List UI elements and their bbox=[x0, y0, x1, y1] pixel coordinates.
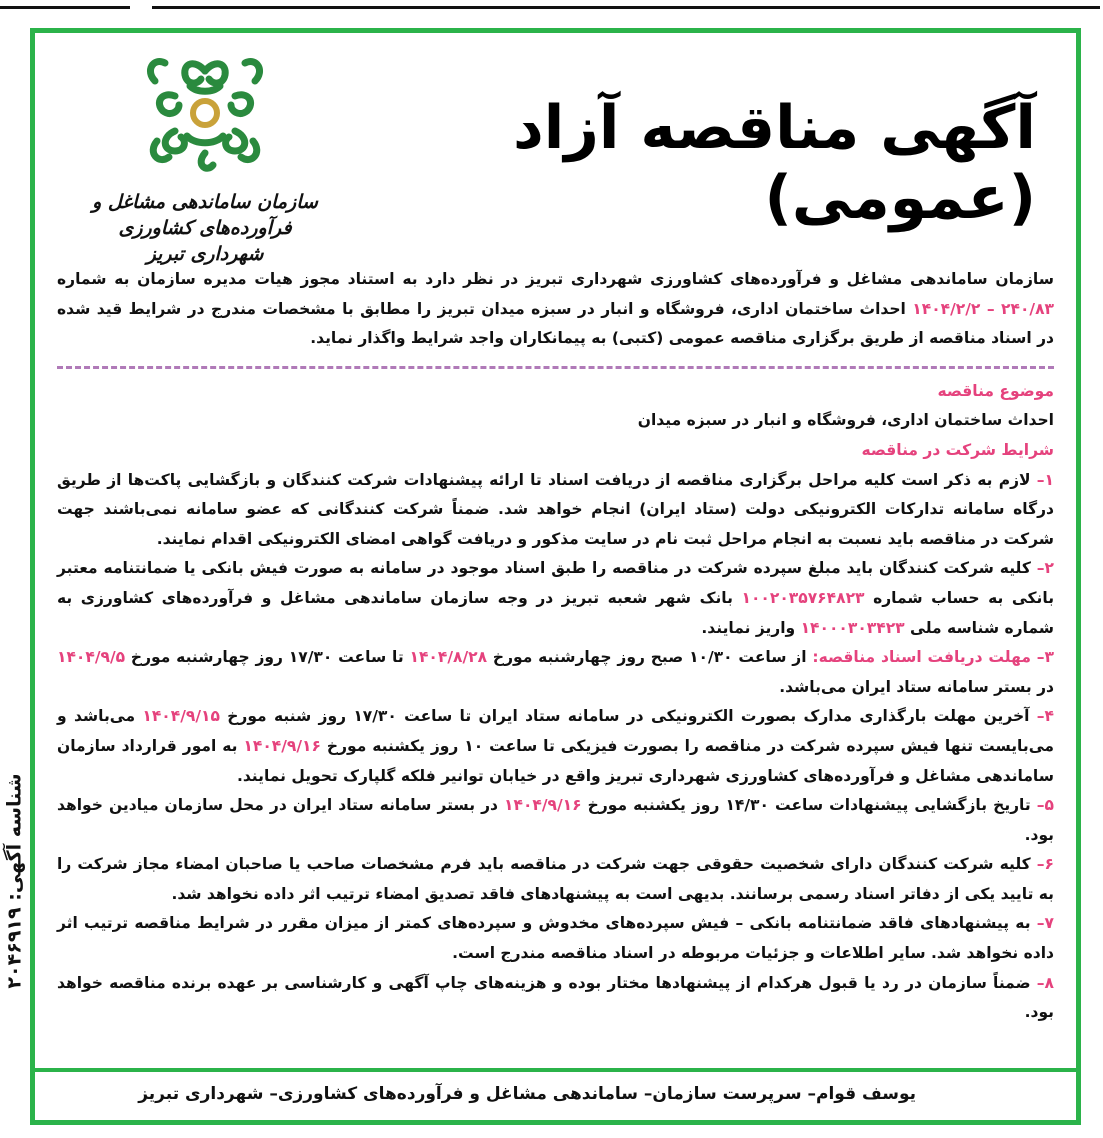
item-number: ۷– bbox=[1036, 914, 1054, 933]
ad-frame bbox=[30, 28, 1081, 1125]
item-number: ۴– bbox=[1036, 707, 1054, 726]
item-text: در بستر سامانه ستاد ایران در محل سازمان میادین خواهد بود. bbox=[57, 796, 1054, 844]
condition-item-4 bbox=[57, 702, 1054, 791]
logo-municipality: شهرداری تبریز bbox=[146, 243, 264, 265]
item-text: لازم به ذکر است کلیه مراحل برگزاری مناقصه از دریافت اسناد تا ارائه پیشنهادات شرکت کنندگان و بازگشایی پاکت‌ها از طریق درگاه سامانه تدارکات الکترونیکی دولت (ستاد ایران) انجام خواهد شد. ضمناً شرکت کنندگانی که عضو سامانه نمی‌باشند جهت شرکت در مناقصه باید نسبت به انجام مراحل ثبت نام در سایت مذکور و دریافت گواهی امضای الکترونیکی اقدام نمایند. bbox=[57, 470, 1054, 548]
footer bbox=[35, 1068, 1076, 1125]
item-text: بانک شهر شعبه تبریز در وجه سازمان ساماندهی مشاغل و فرآورده‌های کشاورزی به شماره شناسه ملی bbox=[57, 588, 1054, 637]
top-rule-left bbox=[0, 6, 130, 9]
item-number: ۶– bbox=[1036, 855, 1054, 874]
conditions-heading: شرایط شرکت در مناقصه bbox=[861, 440, 1054, 459]
subject-heading: موضوع مناقصه bbox=[937, 381, 1054, 400]
item-text: می‌باشد و می‌بایست تنها فیش سپرده شرکت در مناقصه را بصورت فیزیکی تا ساعت ۱۰ روز یکشنبه مورخ bbox=[57, 707, 1054, 755]
ad-body bbox=[35, 265, 1076, 1028]
section-divider bbox=[57, 366, 1054, 369]
item-number: ۱– bbox=[1036, 470, 1054, 489]
condition-item-1 bbox=[57, 466, 1054, 555]
header bbox=[35, 33, 1076, 265]
org-logo bbox=[55, 41, 355, 263]
item-text: کلیه شرکت کنندگان باید مبلغ سپرده شرکت در مناقصه را طبق اسناد موجود در سامانه به صورت فیش بانکی یا ضمانتنامه معتبر بانکی به حساب شماره bbox=[57, 559, 1055, 607]
org-logo-caption bbox=[55, 189, 355, 267]
page-title: آگهی مناقصه آزاد (عمومی) bbox=[513, 93, 1036, 233]
item-text: آخرین مهلت بارگذاری مدارک بصورت الکترونیکی در سامانه ستاد ایران تا ساعت ۱۷/۳۰ روز شنبه مورخ bbox=[219, 707, 1037, 726]
signature-line: یوسف قوام– سرپرست سازمان– ساماندهی مشاغل و فرآورده‌های کشاورزی– شهرداری تبریز bbox=[138, 1084, 916, 1104]
condition-item-6 bbox=[57, 850, 1054, 909]
item-number: ۵– bbox=[1036, 796, 1054, 815]
condition-item-8 bbox=[57, 969, 1054, 1028]
intro-text-2: احداث ساختمان اداری، فروشگاه و انبار در سبزه میدان تبریز را مطابق با مشخصات مندرج در شرایط قید شده در اسناد مناقصه از طریق برگزاری مناقصه عمومی (کتبی) به پیمانکاران واجد شرایط واگذار نماید. bbox=[57, 299, 1054, 348]
date: ۱۴۰۴/۹/۱۶ bbox=[243, 736, 321, 755]
item-text: کلیه شرکت کنندگان دارای شخصیت حقوقی جهت شرکت در مناقصه باید فرم مشخصات صاحب یا صاحبان امضاء مجاز شرکت را به تایید یکی از دفاتر اسناد رسمی برسانند. بدیهی است به پیشنهادهای فاقد تصدیق امضاء ترتیب اثر داده نخواهد شد. bbox=[57, 855, 1054, 903]
condition-item-3 bbox=[57, 643, 1054, 702]
account-number: ۱۰۰۲۰۳۵۷۶۴۸۲۳ bbox=[741, 588, 865, 607]
item-text: تاریخ بازگشایی پیشنهادات ساعت ۱۴/۳۰ روز یکشنبه مورخ bbox=[581, 796, 1037, 815]
item-number: ۲– bbox=[1036, 559, 1054, 578]
top-rule-right bbox=[152, 6, 1100, 9]
item-text: در بستر سامانه ستاد ایران می‌باشد. bbox=[779, 677, 1054, 696]
item-text: تا ساعت ۱۷/۳۰ روز چهارشنبه مورخ bbox=[125, 648, 410, 667]
ad-id-vertical bbox=[0, 756, 32, 1006]
subject-text: احداث ساختمان اداری، فروشگاه و انبار در سبزه میدان bbox=[637, 411, 1054, 430]
municipal-emblem-icon bbox=[135, 41, 275, 181]
item-text: واریز نمایند. bbox=[701, 618, 801, 637]
intro-text-1: سازمان ساماندهی مشاغل و فرآورده‌های کشاورزی شهرداری تبریز در نظر دارد به استناد مجوز هیات مدیره سازمان به شماره bbox=[57, 270, 1054, 288]
item-label: ۳– مهلت دریافت اسناد مناقصه: bbox=[812, 648, 1055, 667]
item-text: به امور قرارداد سازمان ساماندهی مشاغل و فرآورده‌های کشاورزی شهرداری تبریز واقع در خیابان توانیر فلکه گلپارک تحویل نمایند. bbox=[57, 736, 1054, 785]
intro-reference: ۲۴۰/۸۳ – ۱۴۰۴/۲/۲ bbox=[912, 299, 1054, 318]
item-text: ضمناً سازمان در رد یا قبول هرکدام از پیشنهادها مختار بوده و هزینه‌های چاپ آگهی و کارشناسی بر عهده برنده مناقصه خواهد بود. bbox=[57, 973, 1054, 1022]
date: ۱۴۰۴/۸/۲۸ bbox=[409, 648, 488, 667]
date: ۱۴۰۴/۹/۱۶ bbox=[504, 796, 582, 815]
logo-org-name: سازمان ساماندهی مشاغل و فرآورده‌های کشاورزی bbox=[92, 191, 318, 239]
condition-item-2 bbox=[57, 554, 1054, 643]
item-number: ۸– bbox=[1036, 973, 1054, 992]
national-id: ۱۴۰۰۰۳۰۳۴۲۳ bbox=[800, 618, 905, 637]
date: ۱۴۰۴/۹/۵ bbox=[57, 648, 126, 667]
condition-item-7 bbox=[57, 909, 1054, 968]
ad-id-text: شناسه آگهی: ۲۰۴۶۹۱۹ bbox=[4, 773, 26, 989]
item-text: به پیشنهادهای فاقد ضمانتنامه بانکی – فیش سپرده‌های مخدوش و سپرده‌های کمتر از میزان مقرر در شرایط مناقصه ترتیب اثر داده نخواهد شد. سایر اطلاعات و جزئیات مربوطه در اسناد مناقصه مندرج است. bbox=[57, 914, 1054, 963]
condition-item-5 bbox=[57, 791, 1054, 850]
intro-paragraph bbox=[57, 265, 1054, 354]
item-text: از ساعت ۱۰/۳۰ صبح روز چهارشنبه مورخ bbox=[487, 648, 813, 667]
date: ۱۴۰۴/۹/۱۵ bbox=[142, 707, 220, 726]
